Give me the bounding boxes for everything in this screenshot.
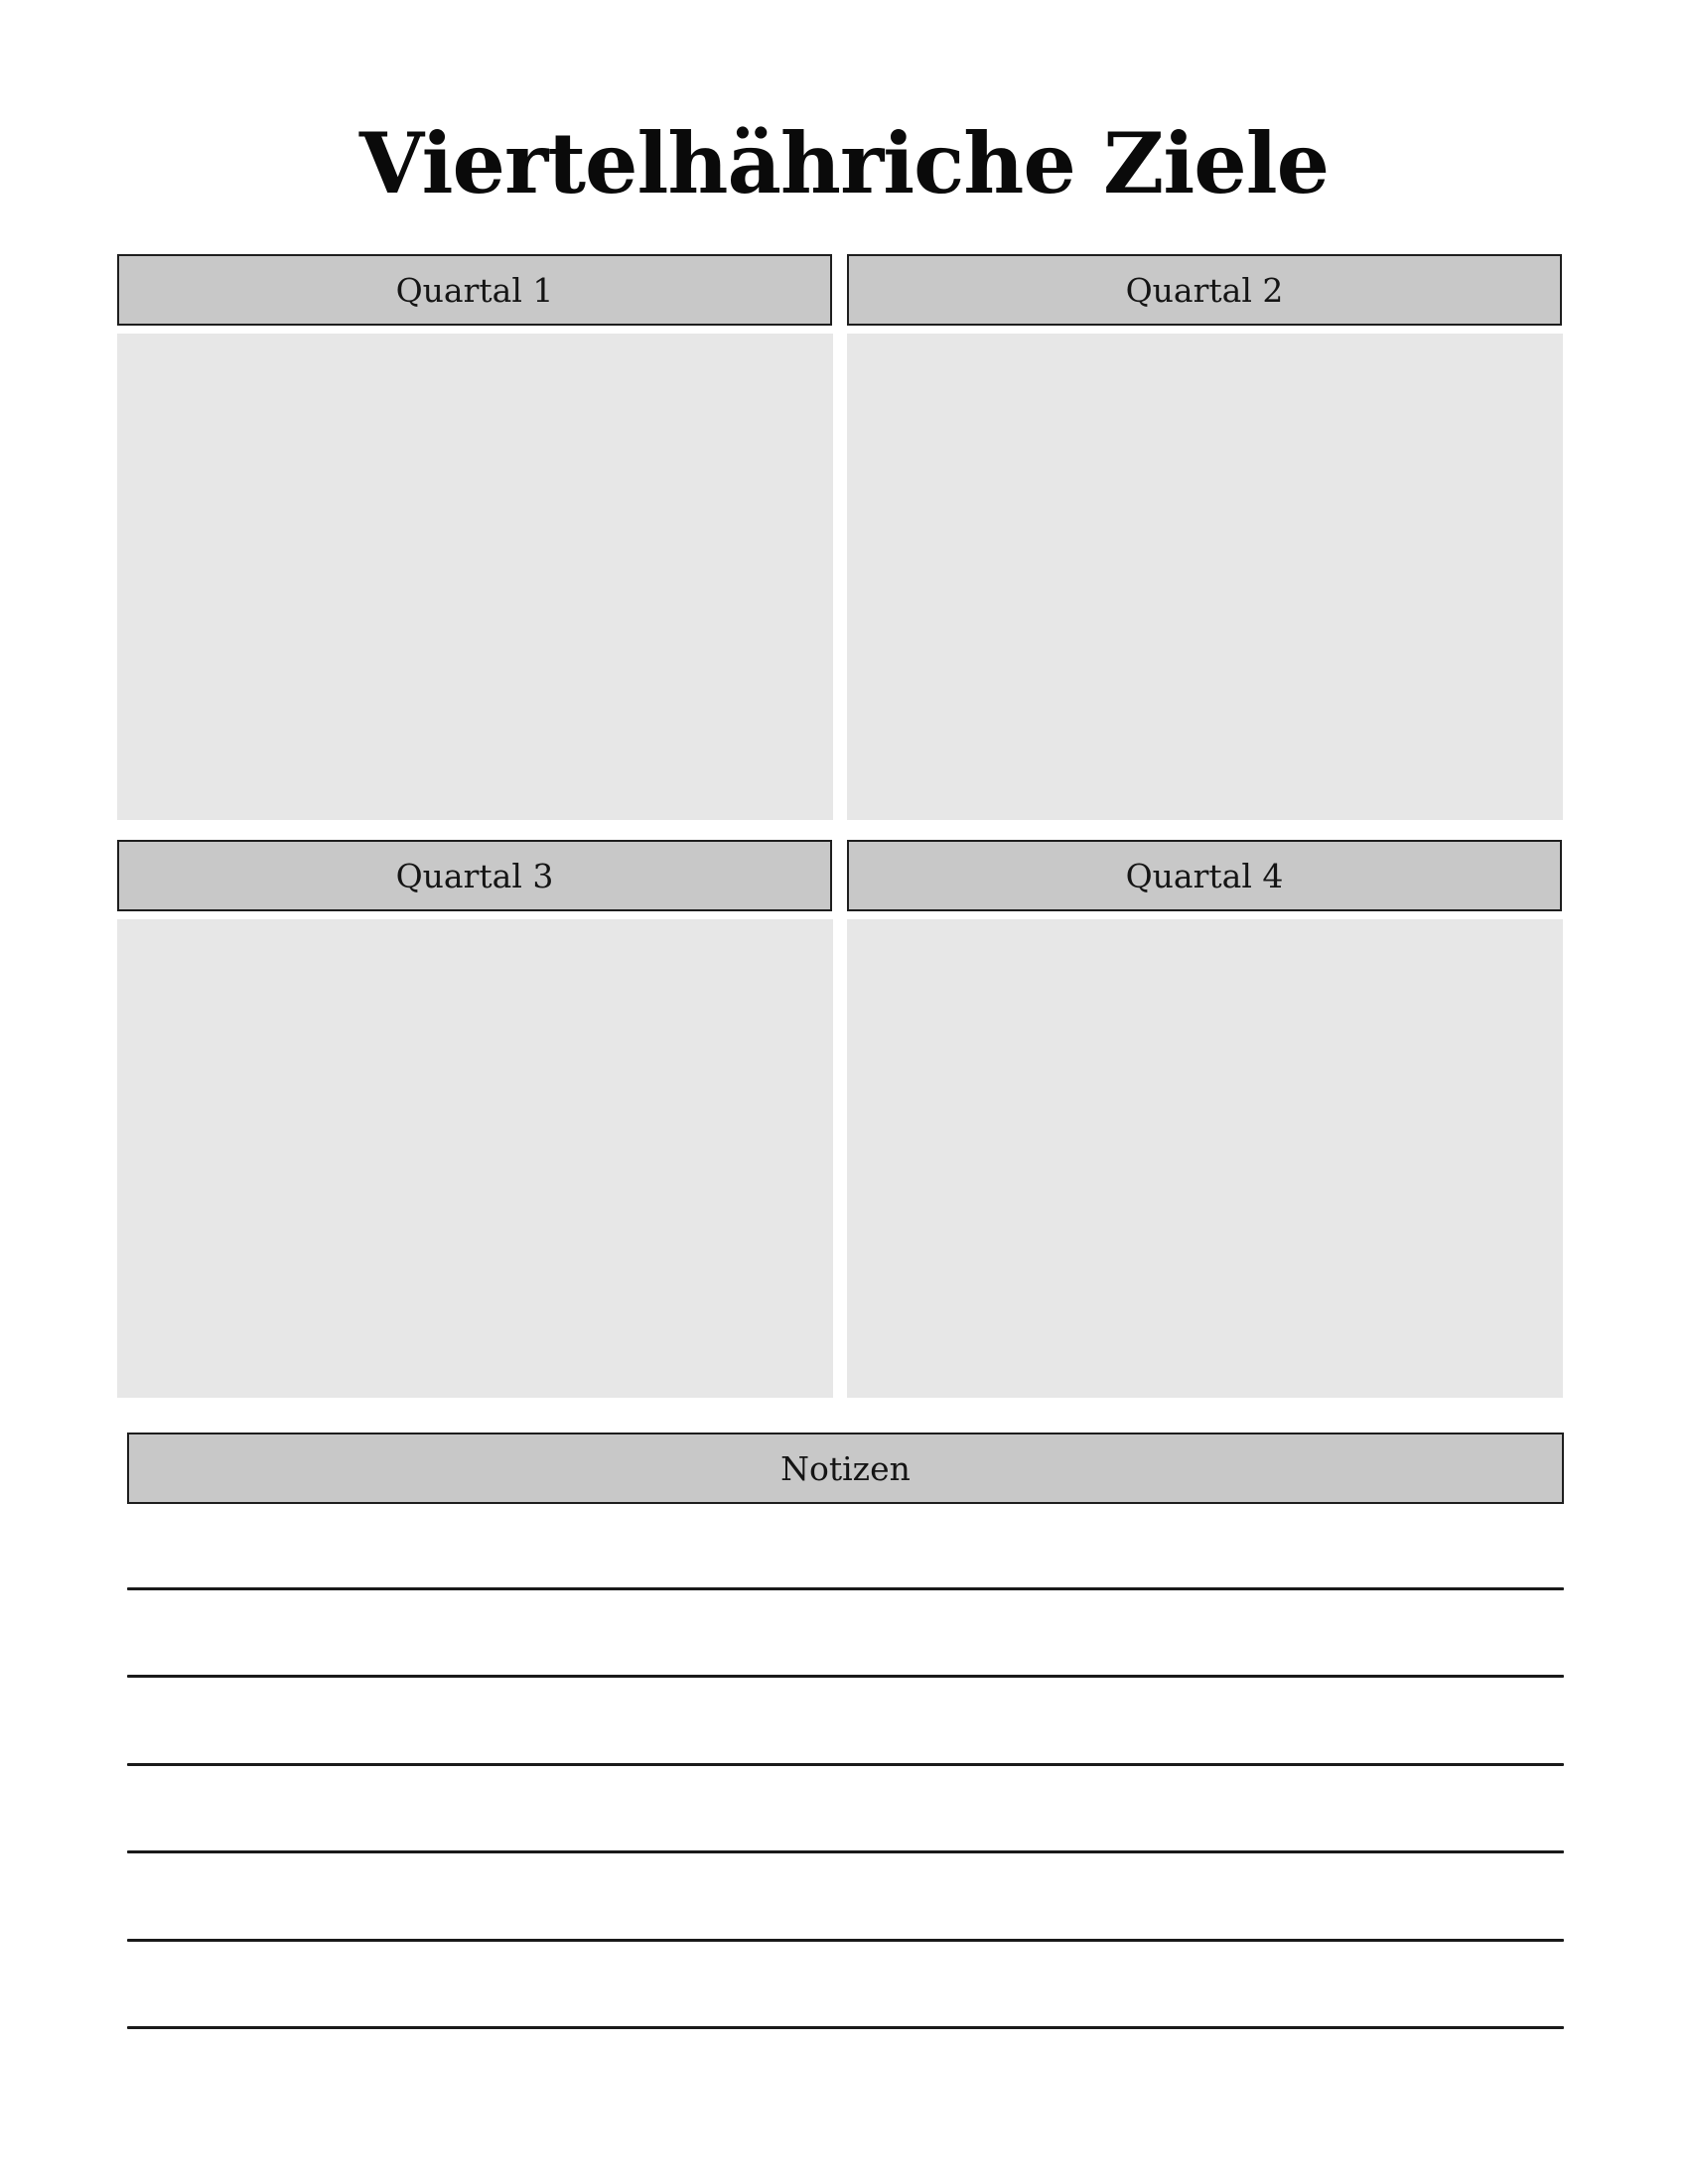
- quarter-2-header: Quartal 2: [847, 254, 1562, 326]
- quarter-3-goals-area[interactable]: [117, 919, 833, 1398]
- quarter-4-section: [847, 840, 1562, 1398]
- notes-line-5[interactable]: [127, 1939, 1564, 1942]
- quarter-1-header: Quartal 1: [117, 254, 832, 326]
- notes-line-4[interactable]: [127, 1850, 1564, 1853]
- quarter-2-goals-area[interactable]: [847, 334, 1563, 820]
- quarter-3-header: Quartal 3: [117, 840, 832, 911]
- notes-header: Notizen: [127, 1433, 1564, 1504]
- quarter-3-section: [117, 840, 832, 1398]
- page-title: Viertelhähriche Ziele: [358, 114, 1330, 212]
- notes-line-6[interactable]: [127, 2026, 1564, 2029]
- notes-line-3[interactable]: [127, 1763, 1564, 1766]
- quarter-2-section: [847, 254, 1562, 820]
- quarter-4-header: Quartal 4: [847, 840, 1562, 911]
- notes-line-2[interactable]: [127, 1675, 1564, 1678]
- quarter-1-goals-area[interactable]: [117, 334, 833, 820]
- quarter-4-goals-area[interactable]: [847, 919, 1563, 1398]
- notes-line-1[interactable]: [127, 1587, 1564, 1590]
- quarter-1-section: [117, 254, 832, 820]
